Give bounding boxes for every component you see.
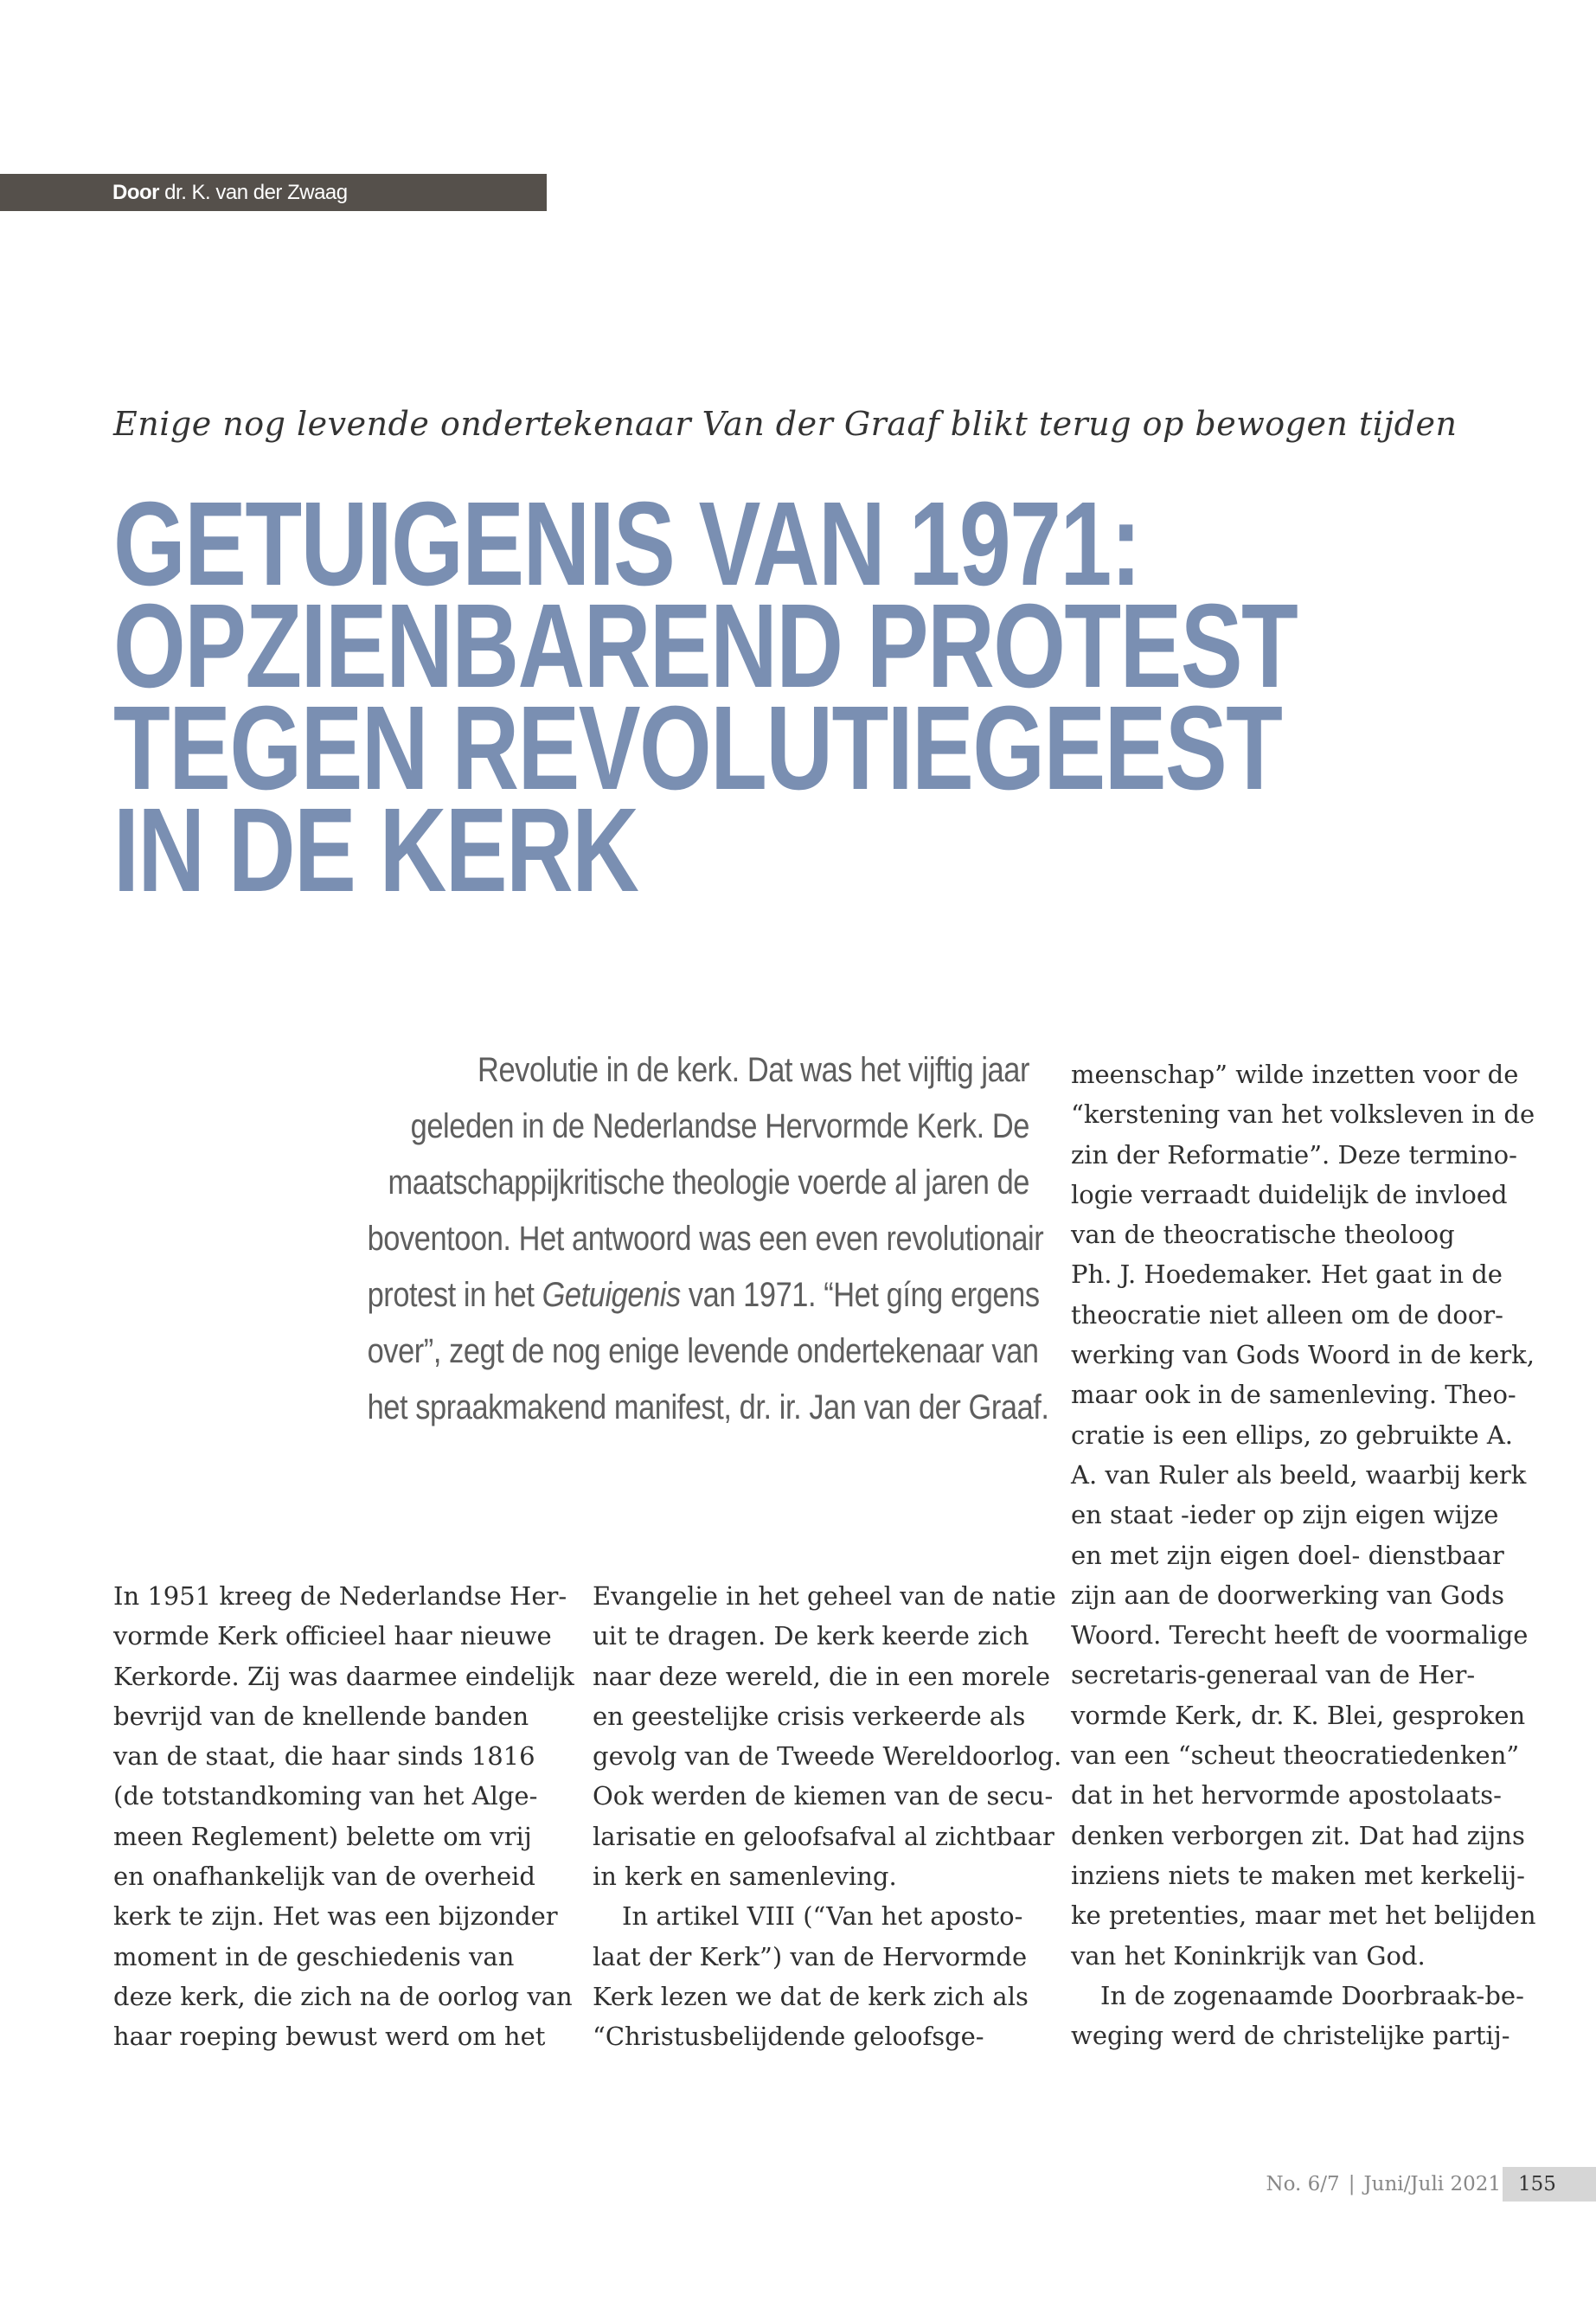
headline-line: TEGEN REVOLUTIEGEEST (113, 682, 1282, 815)
body-line: In 1951 kreeg de Nederlandse Her- (113, 1581, 567, 1611)
body-line: ke pretenties, maar met het belijden (1071, 1900, 1536, 1931)
body-line: kerk te zijn. Het was een bijzonder (113, 1901, 558, 1932)
body-line: dat in het hervormde apostolaats- (1071, 1780, 1502, 1811)
body-line: bevrijd van de knellende banden (113, 1701, 529, 1731)
byline-prefix: Door (112, 181, 159, 204)
headline-line: OPZIENBAREND PROTEST (113, 580, 1298, 713)
footer-date: Juni/Juli 2021 (1363, 2173, 1501, 2195)
footer-separator: | (1348, 2173, 1356, 2195)
headline-line: IN DE KERK (113, 784, 638, 917)
lede-italic-title: Getuigenis (542, 1276, 681, 1314)
body-line: maar ook in de samenleving. Theo- (1071, 1380, 1516, 1410)
footer-issue: No. 6/7 (1266, 2173, 1340, 2195)
body-line: meenschap” wilde inzetten voor de (1071, 1060, 1519, 1089)
body-line: (de totstandkoming van het Alge- (113, 1781, 538, 1811)
body-line: denken verborgen zit. Dat had zijns (1071, 1820, 1525, 1850)
byline-bar (0, 174, 547, 211)
body-line: Kerk lezen we dat de kerk zich als (593, 1981, 1029, 2011)
body-line: Ph. J. Hoedemaker. Het gaat in de (1071, 1259, 1503, 1290)
body-line: “kerstening van het volksleven in de (1071, 1099, 1535, 1130)
body-line: inziens niets te maken met kerkelij- (1071, 1860, 1525, 1890)
body-column-2 (593, 1576, 1062, 2057)
body-line: logie verraadt duidelijk de invloed (1071, 1179, 1508, 1209)
body-line: van de staat, die haar sinds 1816 (113, 1741, 535, 1772)
body-line: secretaris-generaal van de Her- (1071, 1660, 1476, 1690)
body-line: haar roeping bewust werd om het (113, 2022, 546, 2052)
body-line: werking van Gods Woord in de kerk, (1071, 1340, 1535, 1370)
body-line: zin der Reformatie”. Deze termino- (1071, 1139, 1517, 1170)
lede-line (367, 1267, 1040, 1324)
lede-line: het spraakmakend manifest, dr. ir. Jan van der Graaf. (367, 1388, 1049, 1426)
page-number: 155 (1503, 2167, 1596, 2202)
body-line: meen Reglement) belette om vrij (113, 1821, 532, 1851)
body-line: vormde Kerk, dr. K. Blei, gesproken (1071, 1700, 1526, 1730)
page-footer (1125, 2167, 1501, 2202)
lede-text: van 1971. “Het gíng ergens (680, 1276, 1040, 1314)
body-line: “Christusbelijdende geloofsge- (593, 2022, 984, 2052)
byline-author: dr. K. van der Zwaag (164, 181, 348, 204)
body-line: In de zogenaamde Doorbraak-be- (1100, 1980, 1524, 2010)
body-line: deze kerk, die zich na de oorlog van (113, 1981, 573, 2011)
body-line: A. van Ruler als beeld, waarbij kerk (1071, 1459, 1527, 1490)
body-column-1 (113, 1576, 574, 2057)
body-line: weging werd de christelijke partij- (1071, 2021, 1510, 2051)
article-headline (113, 478, 1497, 917)
headline-line: GETUIGENIS VAN 1971: (113, 478, 1141, 611)
body-line: larisatie en geloofsafval al zichtbaar (593, 1821, 1054, 1851)
body-line: Kerkorde. Zij was daarmee eindelijk (113, 1661, 574, 1691)
body-line: In artikel VIII (“Van het aposto- (622, 1901, 1023, 1932)
body-line: gevolg van de Tweede Wereldoorlog. (593, 1741, 1062, 1772)
body-line: laat der Kerk”) van de Hervormde (593, 1941, 1028, 1971)
body-line: in kerk en samenleving. (593, 1862, 897, 1892)
body-line: Evangelie in het geheel van de natie (593, 1581, 1056, 1611)
lede-line: maatschappijkritische theologie voerde al jaren de (388, 1163, 1029, 1202)
body-line: cratie is een ellips, zo gebruikte A. (1071, 1420, 1513, 1450)
body-line: Ook werden de kiemen van de secu- (593, 1781, 1054, 1811)
lede-line: boventoon. Het antwoord was een even revolutionair (367, 1220, 1044, 1258)
body-line: zijn aan de doorwerking van Gods (1071, 1580, 1505, 1610)
body-line: vormde Kerk officieel haar nieuwe (113, 1621, 552, 1651)
body-line: van de theocratische theoloog (1071, 1220, 1455, 1250)
body-line: en onafhankelijk van de overheid (113, 1862, 535, 1892)
body-line: van een “scheut theocratiedenken” (1071, 1740, 1520, 1771)
body-line: moment in de geschiedenis van (113, 1941, 515, 1971)
article-lede (260, 1042, 1049, 1436)
body-line: en met zijn eigen doel- dienstbaar (1071, 1540, 1504, 1570)
lede-text: protest in het (367, 1276, 542, 1314)
article-kicker: Enige nog levende ondertekenaar Van der Graaf blikt terug op bewogen tijden (113, 405, 1458, 443)
body-line: theocratie niet alleen om de door- (1071, 1299, 1503, 1330)
body-line: en geestelijke crisis verkeerde als (593, 1701, 1026, 1731)
body-line: Woord. Terecht heeft de voormalige (1071, 1620, 1529, 1650)
lede-line: geleden in de Nederlandse Hervormde Kerk. De (410, 1107, 1029, 1145)
body-line: naar deze wereld, die in een morele (593, 1661, 1051, 1691)
body-line: uit te dragen. De kerk keerde zich (593, 1621, 1029, 1651)
lede-line: Revolutie in de kerk. Dat was het vijftig jaar (478, 1051, 1029, 1089)
body-line: van het Koninkrijk van God. (1071, 1940, 1426, 1971)
lede-line: over”, zegt de nog enige levende ondertekenaar van (367, 1332, 1039, 1370)
body-column-3 (1071, 1054, 1536, 2055)
body-line: en staat -ieder op zijn eigen wijze (1071, 1500, 1499, 1530)
